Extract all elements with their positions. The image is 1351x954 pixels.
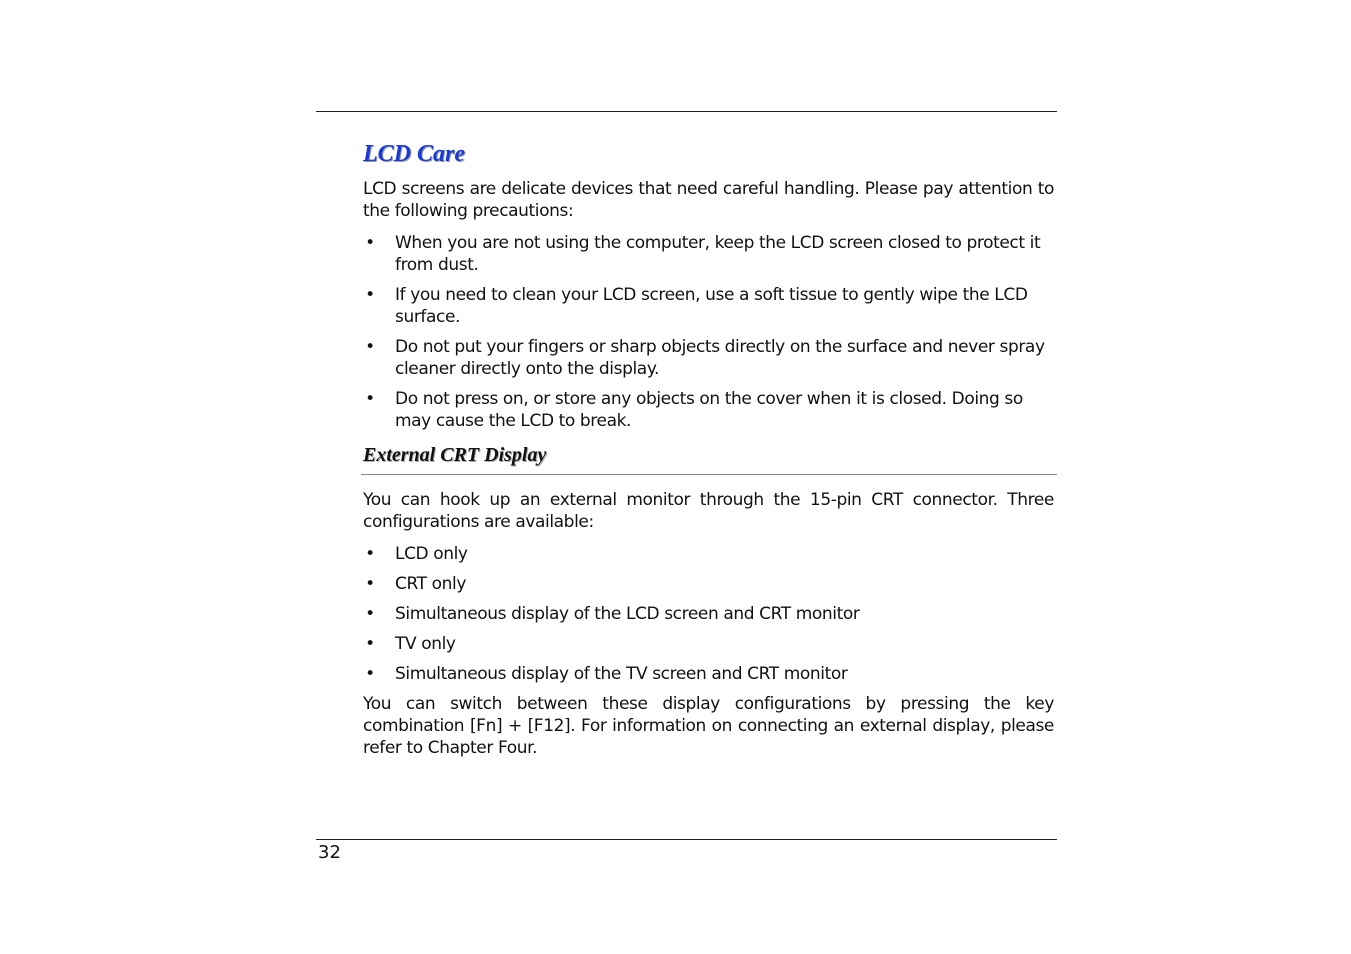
bullet-icon: • (365, 389, 375, 409)
bullet-icon: • (365, 634, 375, 654)
subsection-rule (361, 474, 1057, 475)
section-title: LCD Care (363, 141, 465, 167)
key-fn: [Fn] (469, 716, 503, 736)
bullet-icon: • (365, 604, 375, 624)
lcd-care-intro: LCD screens are delicate devices that need careful handling. Please pay attention to the following precautions: (363, 179, 1054, 221)
display-configurations-list (363, 543, 1054, 685)
plus-sign: + (502, 716, 528, 736)
list-item-text: LCD only (395, 544, 468, 564)
bullet-icon: • (365, 664, 375, 684)
list-item (363, 284, 1054, 328)
footer-rule (316, 839, 1057, 840)
closing-text-before: You can switch between these display configurations by pressing the key combination (363, 694, 1054, 736)
list-item-text: Do not put your fingers or sharp objects directly on the surface and never spray cleaner directly onto the display. (395, 337, 1045, 379)
list-item-text: CRT only (395, 574, 466, 594)
lcd-care-precautions-list (363, 232, 1054, 432)
list-item (363, 603, 1054, 625)
list-item-text: Simultaneous display of the TV screen and CRT monitor (395, 664, 848, 684)
list-item-text: TV only (395, 634, 456, 654)
list-item-text: Simultaneous display of the LCD screen and CRT monitor (395, 604, 860, 624)
list-item-text: If you need to clean your LCD screen, use a soft tissue to gently wipe the LCD surface. (395, 285, 1028, 327)
list-item (363, 232, 1054, 276)
crt-intro: You can hook up an external monitor through the 15-pin CRT connector. Three configurations are available: (363, 490, 1054, 532)
key-f12: [F12] (527, 716, 571, 736)
list-item (363, 336, 1054, 380)
list-item (363, 388, 1054, 432)
crt-closing-paragraph (363, 693, 1054, 759)
list-item (363, 633, 1054, 655)
page-content (363, 138, 1054, 759)
subsection-title: External CRT Display (363, 444, 547, 466)
list-item (363, 543, 1054, 565)
list-item-text: When you are not using the computer, keep the LCD screen closed to protect it from dust. (395, 233, 1041, 275)
list-item-text: Do not press on, or store any objects on the cover when it is closed. Doing so may cause the LCD to break. (395, 389, 1023, 431)
bullet-icon: • (365, 544, 375, 564)
bullet-icon: • (365, 233, 375, 253)
bullet-icon: • (365, 337, 375, 357)
list-item (363, 573, 1054, 595)
bullet-icon: • (365, 285, 375, 305)
closing-text-after: . For information on connecting an external display, please refer to Chapter Four. (363, 716, 1054, 758)
list-item (363, 663, 1054, 685)
page-number: 32 (318, 842, 341, 863)
bullet-icon: • (365, 574, 375, 594)
header-rule (316, 111, 1057, 112)
